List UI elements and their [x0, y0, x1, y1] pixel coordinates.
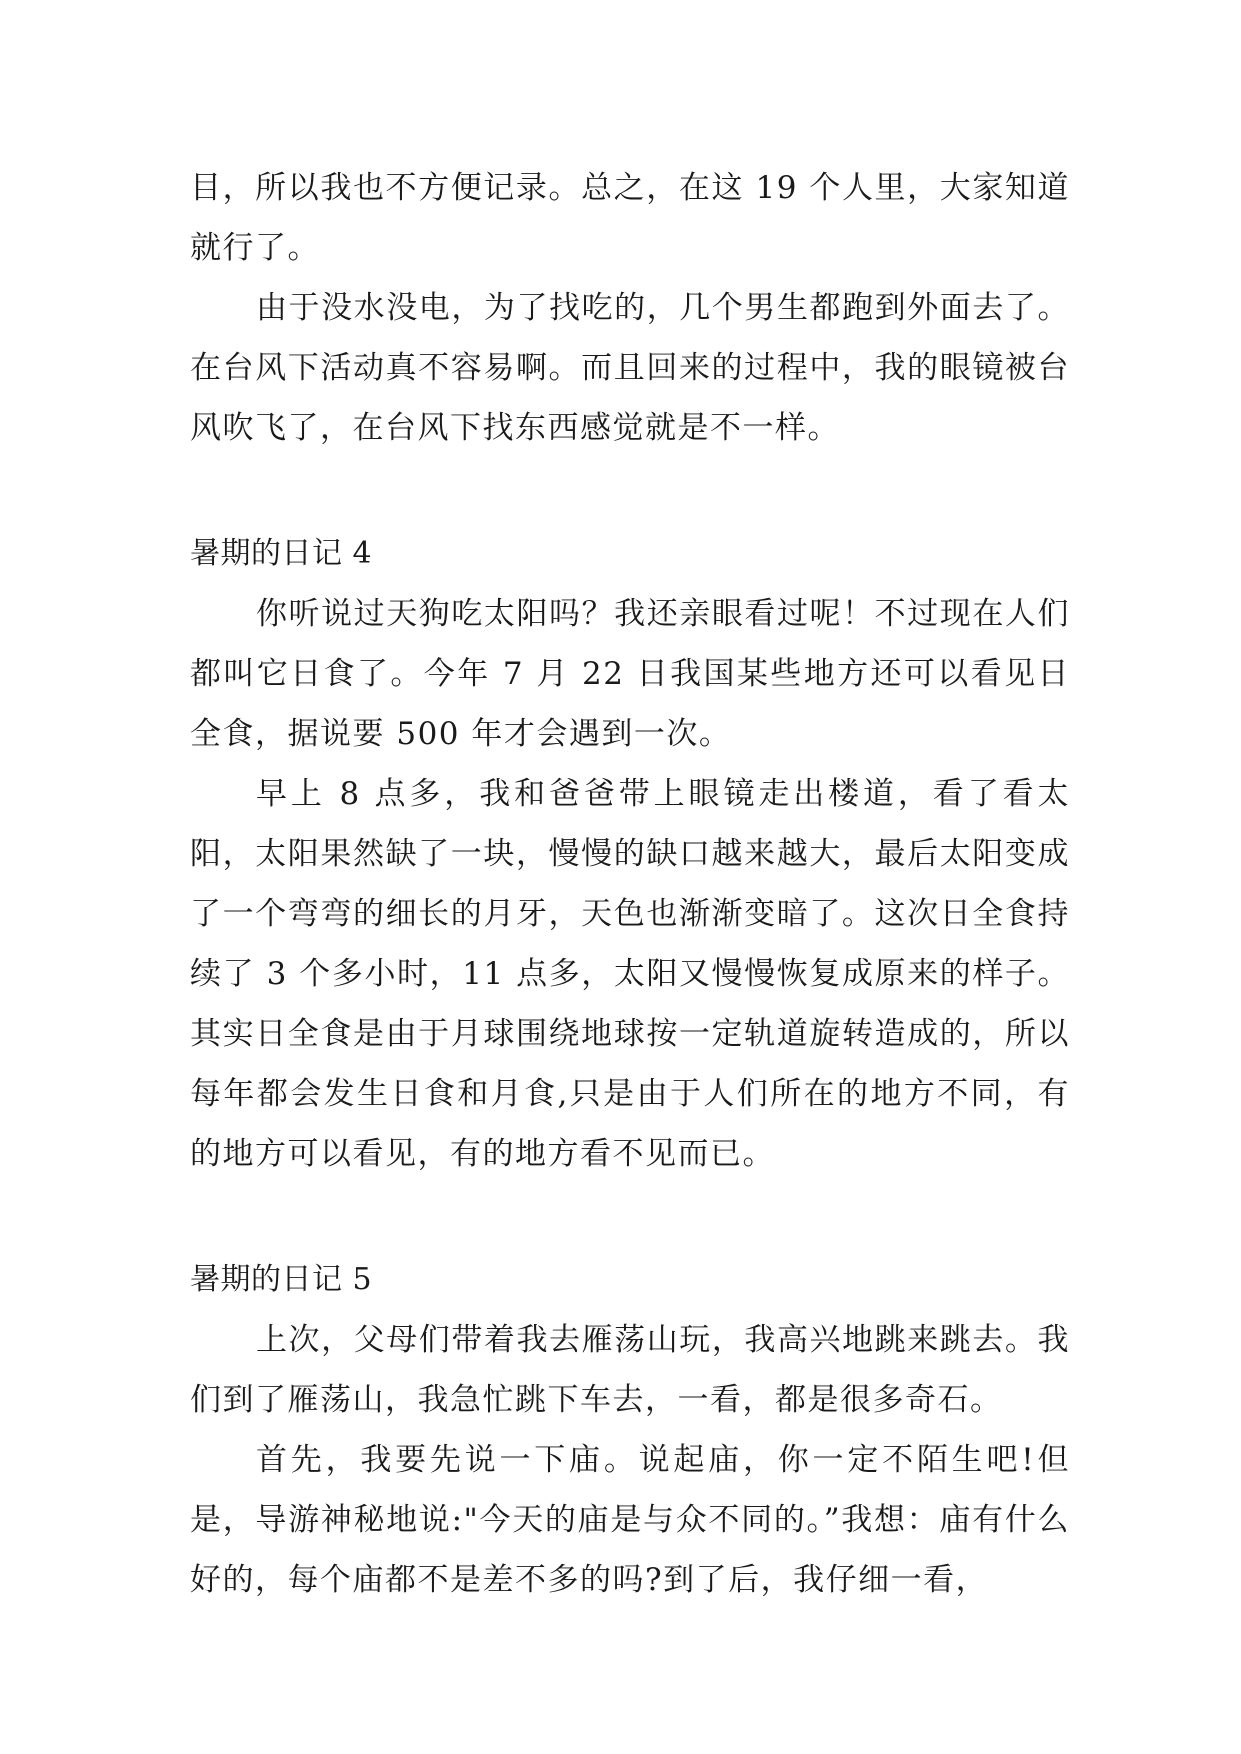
section-spacer	[190, 1184, 1070, 1250]
paragraph-continued: 目，所以我也不方便记录。总之，在这 19 个人里，大家知道就行了。	[190, 170, 1070, 266]
paragraph-typhoon: 由于没水没电，为了找吃的，几个男生都跑到外面去了。在台风下活动真不容易啊。而且回来的过程中，我的眼镜被台风吹飞了，在台风下找东西感觉就是不一样。	[190, 290, 1070, 446]
paragraph-temple: 首先，我要先说一下庙。说起庙，你一定不陌生吧!但是，导游神秘地说:"今天的庙是与众不同的。”我想：庙有什么好的，每个庙都不是差不多的吗?到了后，我仔细一看，	[190, 1442, 1070, 1598]
document-body	[190, 158, 1070, 1610]
paragraph-eclipse-intro: 你听说过天狗吃太阳吗？我还亲眼看过呢！不过现在人们都叫它日食了。今年 7 月 22 日我国某些地方还可以看见日全食，据说要 500 年才会遇到一次。	[190, 596, 1070, 752]
section-title-diary-5: 暑期的日记 5	[190, 1262, 373, 1297]
paragraph-yandang-trip: 上次，父母们带着我去雁荡山玩，我高兴地跳来跳去。我们到了雁荡山，我急忙跳下车去，一看，都是很多奇石。	[190, 1322, 1070, 1418]
section-title-diary-4: 暑期的日记 4	[190, 536, 373, 571]
section-spacer	[190, 458, 1070, 524]
paragraph-eclipse-detail: 早上 8 点多，我和爸爸带上眼镜走出楼道，看了看太阳，太阳果然缺了一块，慢慢的缺口越来越大，最后太阳变成了一个弯弯的细长的月牙，天色也渐渐变暗了。这次日全食持续了 3 个多小时，11 点多，太阳又慢慢恢复成原来的样子。其实日全食是由于月球围绕地球按一定轨道旋转造成的，所以每年都会发生日食和月食,只是由于人们所在的地方不同，有的地方可以看见，有的地方看不见而已。	[190, 776, 1070, 1172]
